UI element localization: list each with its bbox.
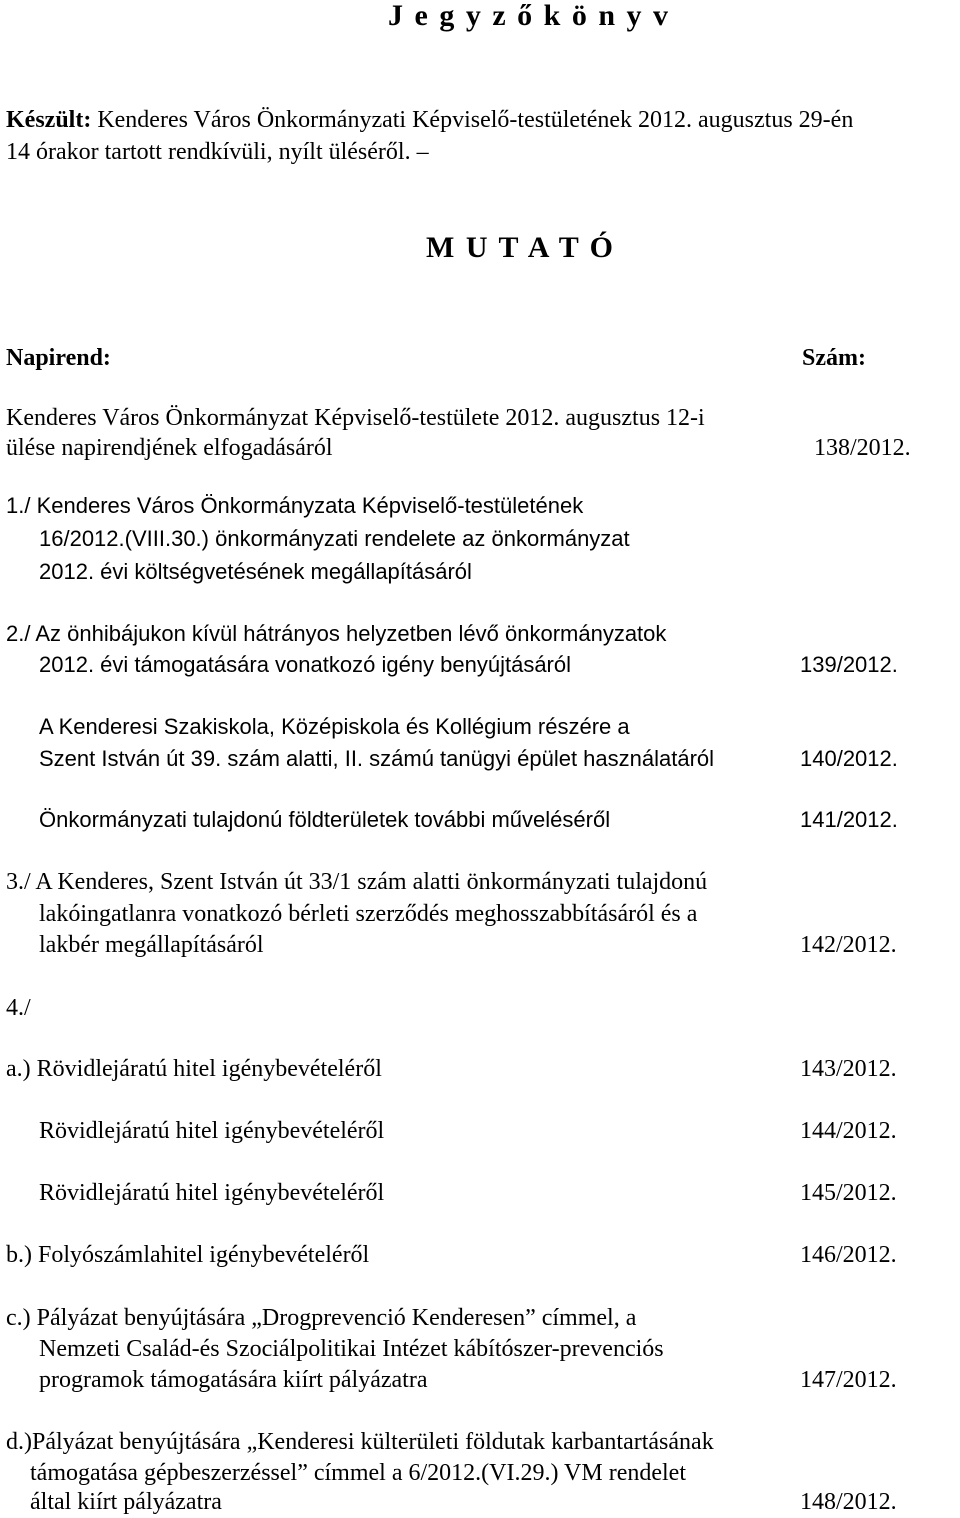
item4-label: 4./: [6, 995, 31, 1021]
item3-line-2: lakóingatlanra vonatkozó bérleti szerződés meghosszabbításáról és a: [39, 901, 698, 927]
item4d-line-3: által kiírt pályázatra: [30, 1489, 222, 1515]
made-text-2: 14 órakor tartott rendkívüli, nyílt üléséről. –: [6, 139, 429, 165]
item3-line-3: lakbér megállapításáról: [39, 932, 264, 958]
intro-line-1: Kenderes Város Önkormányzat Képviselő-testülete 2012. augusztus 12-i: [6, 405, 705, 431]
item4d-line-2: támogatása gépbeszerzéssel” címmel a 6/2012.(VI.29.) VM rendelet: [30, 1460, 686, 1486]
item4a2-line: Rövidlejáratú hitel igénybevételéről: [39, 1118, 385, 1144]
item2b-line-2: Szent István út 39. szám alatti, II. számú tanügyi épület használatáról: [39, 746, 715, 771]
made-label: Készült:: [6, 107, 92, 133]
item2b-number: 140/2012.: [800, 746, 898, 771]
item1-line-2: 16/2012.(VIII.30.) önkormányzati rendelete az önkormányzat: [39, 526, 630, 551]
item4b-line: b.) Folyószámlahitel igénybevételéről: [6, 1242, 370, 1268]
item4d-number: 148/2012.: [800, 1489, 897, 1515]
made-line: [6, 104, 853, 136]
item4c-line-2: Nemzeti Család-és Szociálpolitikai Intézet kábítószer-prevenciós: [39, 1336, 664, 1362]
made-text: Kenderes Város Önkormányzati Képviselő-testületének 2012. augusztus 29-én: [97, 107, 854, 133]
item4a-number: 143/2012.: [800, 1056, 897, 1082]
item2-number: 139/2012.: [800, 652, 898, 677]
number-label: Szám:: [802, 345, 866, 371]
item1-line-1: 1./ Kenderes Város Önkormányzata Képviselő-testületének: [6, 493, 584, 518]
item4c-line-3: programok támogatására kiírt pályázatra: [39, 1367, 428, 1393]
intro-line-2: ülése napirendjének elfogadásáról: [6, 435, 333, 461]
agenda-label: Napirend:: [6, 345, 111, 371]
item2c-line-1: Önkormányzati tulajdonú földterületek további műveléséről: [39, 807, 611, 832]
item4a-line: a.) Rövidlejáratú hitel igénybevételéről: [6, 1056, 382, 1082]
intro-number: 138/2012.: [814, 435, 911, 461]
item4b-number: 146/2012.: [800, 1242, 897, 1268]
item4c-line-1: c.) Pályázat benyújtására „Drogprevenció Kenderesen” címmel, a: [6, 1305, 637, 1331]
item2c-number: 141/2012.: [800, 807, 898, 832]
item4a3-number: 145/2012.: [800, 1180, 897, 1206]
item1-line-3: 2012. évi költségvetésének megállapításáról: [39, 559, 472, 584]
item3-number: 142/2012.: [800, 932, 897, 958]
item3-line-1: 3./ A Kenderes, Szent István út 33/1 szám alatti önkormányzati tulajdonú: [6, 869, 708, 895]
item2-line-1: 2./ Az önhibájukon kívül hátrányos helyzetben lévő önkormányzatok: [6, 621, 667, 646]
item2b-line-1: A Kenderesi Szakiskola, Középiskola és Kollégium részére a: [39, 714, 630, 739]
item4d-line-1: d.)Pályázat benyújtására „Kenderesi külterületi földutak karbantartásának: [6, 1429, 714, 1455]
document-title: J e g y z ő k ö n y v: [388, 0, 670, 32]
item4a3-line: Rövidlejáratú hitel igénybevételéről: [39, 1180, 385, 1206]
item4c-number: 147/2012.: [800, 1367, 897, 1393]
item4a2-number: 144/2012.: [800, 1118, 897, 1144]
index-title: M U T A T Ó: [426, 231, 616, 264]
item2-line-2: 2012. évi támogatására vonatkozó igény benyújtásáról: [39, 652, 572, 677]
